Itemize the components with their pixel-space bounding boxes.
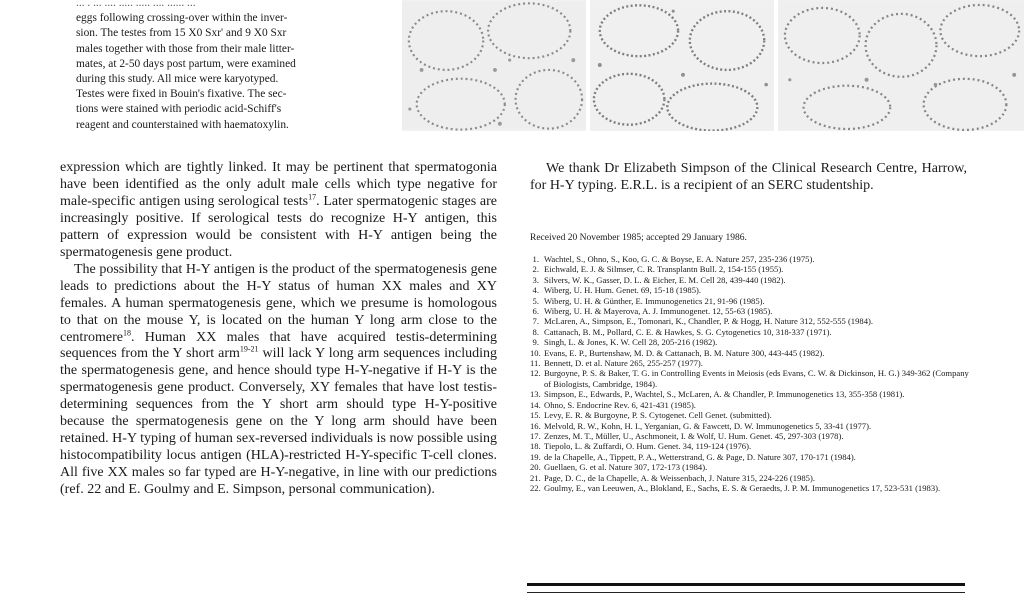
reference-item — [530, 389, 970, 399]
reference-number: 12. — [530, 368, 541, 379]
caption-line: ... . ... .... ..... ..... .... ...... ... — [76, 0, 196, 9]
body-text: expression which are tightly linked. It may be pertinent that spermatogonia have been identified as the only adult male cells which type negative for male-specific antigen using serological tests — [60, 160, 497, 209]
tissue-texture-b — [590, 0, 774, 131]
reference-number: 21. — [530, 472, 541, 483]
reference-number: 10. — [530, 347, 541, 358]
reference-number: 15. — [530, 410, 541, 421]
reference-text: Wiberg, U. H. & Mayerova, A. J. Immunogenet. 12, 55-63 (1985). — [544, 306, 773, 317]
caption-line: during this study. All mice were karyotyped. — [76, 73, 279, 86]
reference-number: 14. — [530, 399, 541, 410]
reference-number: 1. — [532, 254, 539, 264]
reference-number: 6. — [532, 306, 539, 317]
body-paragraph-2 — [60, 262, 497, 499]
citation-superscript: 19-21 — [239, 344, 259, 354]
caption-line: tions were stained with periodic acid-Schiff's — [76, 103, 282, 116]
body-text: will lack Y long arm sequences including the spermatogenesis gene, and hence should type H-Y-negative if H-Y is the spermatogenesis gene product. Conversely, XY females that have lost testis-determining sequences from the Y short arm should type H-Y-positive because the spermatogenesis gene on the Y long arm should have been retained. H-Y typing of human sex-reversed individuals is now possible using histocompatibility locus antigen (HLA)-restricted H-Y-specific T-cell clones. All five XX males so far typed are H-Y-negative, in line with our predictions (ref. 22 and E. Goulmy and E. Simpson, personal communication). — [60, 346, 497, 498]
reference-item — [530, 306, 970, 316]
reference-item — [530, 358, 970, 368]
caption-line: males together with those from their male litter- — [76, 42, 295, 55]
reference-text: Bennett, D. et al. Nature 265, 255-257 (1977). — [544, 358, 703, 369]
micrograph-panel-b — [590, 0, 778, 131]
reference-item — [530, 327, 970, 337]
reference-number: 16. — [530, 420, 541, 431]
reference-text: Levy, E. R. & Burgoyne, P. S. Cytogenet. Cell Genet. (submitted). — [544, 410, 772, 421]
micrograph-panels — [402, 0, 1024, 131]
reference-item — [530, 452, 970, 462]
reference-item — [530, 337, 970, 347]
reference-text: McLaren, A., Simpson, E., Tomonari, K., Chandler, P. & Hogg, H. Nature 312, 552-555 (1984). — [544, 316, 873, 327]
reference-text: Eichwald, E. J. & Silmser, C. R. Transplantn Bull. 2, 154-155 (1955). — [544, 264, 784, 275]
reference-number: 7. — [532, 316, 539, 327]
reference-text: Cattanach, B. M., Pollard, C. E. & Hawkes, S. G. Cytogenetics 10, 318-337 (1971). — [544, 326, 832, 337]
reference-text: Melvold, R. W., Kohn, H. I., Yerganian, G. & Fawcett, D. W. Immunogenetics 5, 33-41 (1977). — [544, 420, 872, 431]
reference-number: 5. — [532, 295, 539, 306]
reference-number: 2. — [532, 264, 539, 275]
reference-number: 9. — [532, 337, 539, 348]
section-rule — [527, 583, 965, 586]
reference-text: Page, D. C., de la Chapelle, A. & Weissenbach, J. Nature 315, 224-226 (1985). — [544, 472, 815, 483]
body-text: . Human XX males that have acquired testis-determining sequences from the Y short arm — [60, 329, 497, 362]
reference-item — [530, 316, 970, 326]
reference-text: Evans, E. P., Burtenshaw, M. D. & Cattanach, B. M. Nature 300, 443-445 (1982). — [544, 347, 825, 358]
reference-item — [530, 348, 970, 358]
caption-line: mates, at 2-50 days post partum, were examined — [76, 57, 296, 70]
micrograph-panel-a — [402, 0, 590, 131]
reference-item — [530, 441, 970, 451]
reference-item — [530, 421, 970, 431]
acknowledgement: We thank Dr Elizabeth Simpson of the Clinical Research Centre, Harrow, for H-Y typing. E.R.L. is a recipient of an SERC studentship. — [530, 161, 967, 193]
reference-text: Ohno, S. Endocrine Rev. 6, 421-431 (1985). — [544, 399, 696, 410]
reference-number: 17. — [530, 430, 541, 441]
reference-number: 13. — [530, 389, 541, 400]
caption-line: eggs following crossing-over within the inver- — [76, 12, 288, 25]
reference-text: Wiberg, U. H. Hum. Genet. 69, 15-18 (1985). — [544, 285, 702, 296]
reference-item — [530, 400, 970, 410]
tissue-texture-a — [402, 0, 586, 131]
caption-line: reagent and counterstained with haematoxylin. — [76, 118, 289, 131]
received-date: Received 20 November 1985; accepted 29 January 1986. — [530, 233, 747, 243]
reference-number: 18. — [530, 441, 541, 452]
reference-number: 11. — [530, 358, 541, 369]
reference-item — [530, 275, 970, 285]
figure-caption — [76, 0, 376, 133]
reference-list — [530, 254, 970, 493]
reference-item — [530, 368, 970, 389]
reference-text: Singh, L. & Jones, K. W. Cell 28, 205-216 (1982). — [544, 337, 718, 348]
reference-text: Burgoyne, P. S. & Baker, T. G. in Controlling Events in Meiosis (eds Evans, C. W. & Dickinson, H. G.) 349-362 (Company of Biologists, Cambridge, 1984). — [544, 368, 969, 389]
reference-text: Zenzes, M. T., Müller, U., Aschmoneit, I. & Wolf, U. Hum. Genet. 45, 297-303 (1978). — [544, 430, 844, 441]
reference-text: Tiepolo, L. & Zuffardi, O. Hum. Genet. 34, 119-124 (1976). — [544, 441, 752, 452]
reference-item — [530, 462, 970, 472]
caption-line: Testes were fixed in Bouin's fixative. The sec- — [76, 88, 287, 101]
reference-text: Simpson, E., Edwards, P., Wachtel, S., McLaren, A. & Chandler, P. Immunogenetics 13, 355-358 (1981). — [544, 389, 905, 400]
section-rule-thin — [527, 592, 965, 593]
caption-line: sion. The testes from 15 X0 Sxr' and 9 X0 Sxr — [76, 27, 287, 40]
reference-item — [530, 254, 970, 264]
citation-superscript: 17 — [308, 192, 317, 202]
reference-text: Goulmy, E., van Leeuwen, A., Blokland, E., Sachs, E. S. & Geraedts, J. P. M. Immunogenetics 17, 523-531 (1983). — [544, 482, 941, 493]
reference-item — [530, 431, 970, 441]
reference-number: 8. — [532, 326, 539, 337]
body-text: . Later spermatogenic stages are increasingly positive. If serological tests do recognize H-Y antigen, this pattern of expression would be consistent with H-Y antigen being the spermatogenesis gene product. — [60, 193, 497, 260]
reference-text: Silvers, W. K., Gasser, D. L. & Eicher, E. M. Cell 28, 439-440 (1982). — [544, 274, 786, 285]
reference-item — [530, 483, 970, 493]
reference-item — [530, 410, 970, 420]
reference-number: 22. — [530, 482, 541, 493]
body-text: The possibility that H-Y antigen is the product of the spermatogenesis gene leads to predictions about the H-Y status of human XX males and XY females. A human spermatogenesis gene, which we presume is homologous to that on the mouse Y, is located on the human Y long arm close to the centromere — [60, 261, 497, 345]
reference-item — [530, 296, 970, 306]
reference-number: 20. — [530, 462, 541, 473]
reference-number: 4. — [532, 285, 539, 296]
body-text-column — [60, 160, 497, 499]
reference-text: Wiberg, U. H. & Günther, E. Immunogenetics 21, 91-96 (1985). — [544, 295, 765, 306]
tissue-texture-c — [778, 0, 1024, 131]
micrograph-panel-c — [778, 0, 1024, 131]
reference-item — [530, 473, 970, 483]
reference-item — [530, 264, 970, 274]
citation-superscript: 18 — [122, 327, 131, 337]
reference-text: Guellaen, G. et al. Nature 307, 172-173 (1984). — [544, 462, 708, 473]
reference-number: 3. — [532, 274, 539, 285]
reference-number: 19. — [530, 451, 541, 462]
reference-item — [530, 285, 970, 295]
reference-text: Wachtel, S., Ohno, S., Koo, G. C. & Boyse, E. A. Nature 257, 235-236 (1975). — [544, 254, 815, 264]
reference-text: de la Chapelle, A., Tippett, P. A., Wetterstrand, G. & Page, D. Nature 307, 170-171 (1984). — [544, 451, 856, 462]
body-paragraph-1 — [60, 160, 497, 262]
